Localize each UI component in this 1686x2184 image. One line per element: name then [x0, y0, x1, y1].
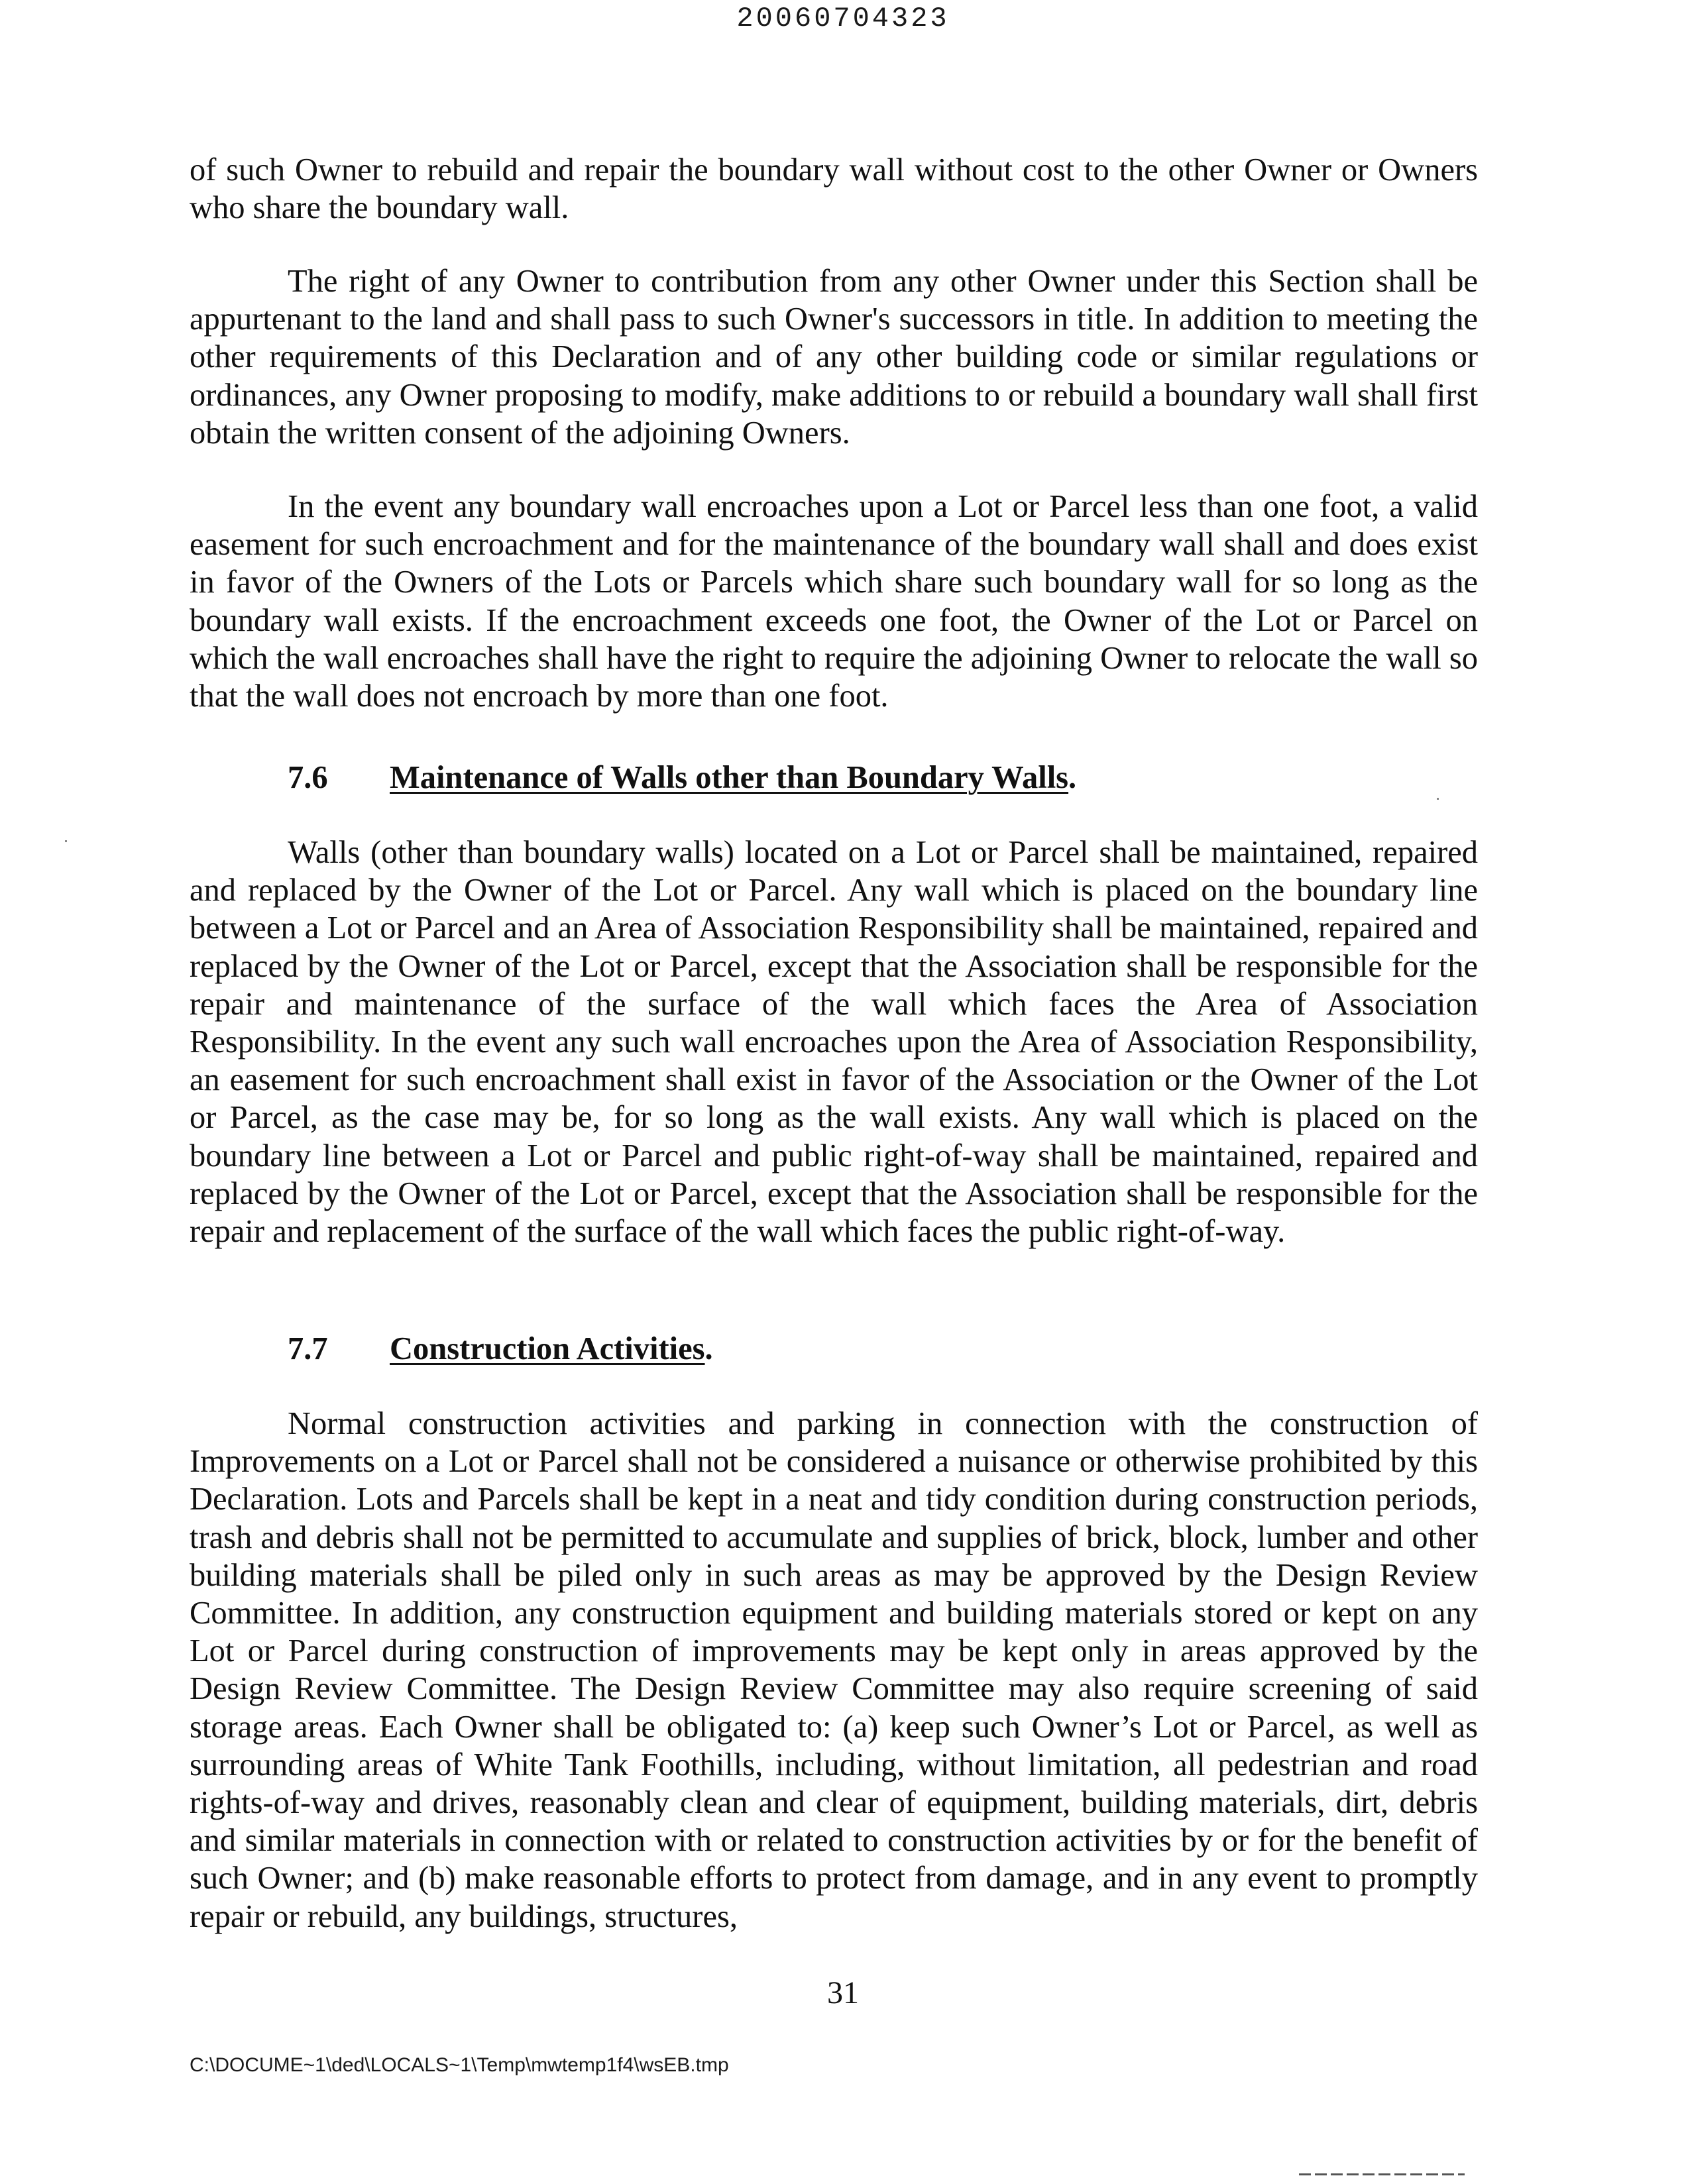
section-heading-7-6: [288, 759, 1076, 796]
scan-speck: [65, 840, 67, 842]
section-heading-7-7: [288, 1330, 713, 1368]
page-number: 31: [827, 1975, 859, 2010]
section-title-period: .: [704, 1331, 713, 1366]
file-path-footer: C:\DOCUME~1\ded\LOCALS~1\Temp\mwtemp1f4\wsEB.tmp: [190, 2054, 729, 2076]
paragraph-encroachment-easement: In the event any boundary wall encroaches upon a Lot or Parcel less than one foot, a valid easement for such encroachment and for the maintenance of the boundary wall shall and does exist in favor of the Owners of the Lots or Parcels which share such boundary wall for so long as the boundary wall exists. If the encroachment exceeds one foot, the Owner of the Lot or Parcel on which the wall encroaches shall have the right to require the adjoining Owner to relocate the wall so that the wall does not encroach by more than one foot.: [190, 489, 1478, 714]
paragraph-boundary-wall-rebuild: of such Owner to rebuild and repair the boundary wall without cost to the other Owner or Owners who share the boundary wall.: [190, 152, 1478, 226]
section-number: 7.7: [288, 1331, 328, 1366]
scan-speck: [1437, 798, 1439, 800]
section-title: Maintenance of Walls other than Boundary Walls: [390, 760, 1069, 795]
paragraph-non-boundary-walls: Walls (other than boundary walls) located on a Lot or Parcel shall be maintained, repaired and replaced by the Owner of the Lot or Parcel. Any wall which is placed on the boundary line between a Lot or Parcel and an Area of Association Responsibility shall be maintained, repaired and replaced by the Owner of the Lot or Parcel, except that the Association shall be responsible for the repair and maintenance of the surface of the wall which faces the Area of Association Responsibility. In the event any such wall encroaches upon the Area of Association Responsibility, an easement for such encroachment shall exist in favor of the Association or the Owner of the Lot or Parcel, as the case may be, for so long as the wall exists. Any wall which is placed on the boundary line between a Lot or Parcel and public right-of-way shall be maintained, repaired and replaced by the Owner of the Lot or Parcel, except that the Association shall be responsible for the repair and replacement of the surface of the wall which faces the public right-of-way.: [190, 835, 1478, 1250]
scan-edge-artifact: [1299, 2173, 1465, 2175]
section-title: Construction Activities: [390, 1331, 705, 1366]
recording-number: 20060704323: [736, 3, 950, 34]
section-number: 7.6: [288, 760, 328, 795]
paragraph-contribution-right: The right of any Owner to contribution from any other Owner under this Section shall be appurtenant to the land and shall pass to such Owner's successors in title. In addition to meeting the other requirements of this Declaration and of any other building code or similar regulations or ordinances, any Owner proposing to modify, make additions to or rebuild a boundary wall shall first obtain the written consent of the adjoining Owners.: [190, 264, 1478, 451]
section-title-period: .: [1068, 760, 1077, 795]
paragraph-construction-activities: Normal construction activities and parking in connection with the construction of Improvements on a Lot or Parcel shall not be considered a nuisance or otherwise prohibited by this Declaration. Lots and Parcels shall be kept in a neat and tidy condition during construction periods, trash and debris shall not be permitted to accumulate and supplies of brick, block, lumber and other building materials shall be piled only in such areas as may be approved by the Design Review Committee. In addition, any construction equipment and building materials stored or kept on any Lot or Parcel during construction of improvements may be kept only in areas approved by the Design Review Committee. The Design Review Committee may also require screening of said storage areas. Each Owner shall be obligated to: (a) keep such Owner’s Lot or Parcel, as well as surrounding areas of White Tank Foothills, including, without limitation, all pedestrian and road rights-of-way and drives, reasonably clean and clear of equipment, building materials, dirt, debris and similar materials in connection with or related to construction activities by or for the benefit of such Owner; and (b) make reasonable efforts to protect from damage, and in any event to promptly repair or rebuild, any buildings, structures,: [190, 1406, 1478, 1934]
